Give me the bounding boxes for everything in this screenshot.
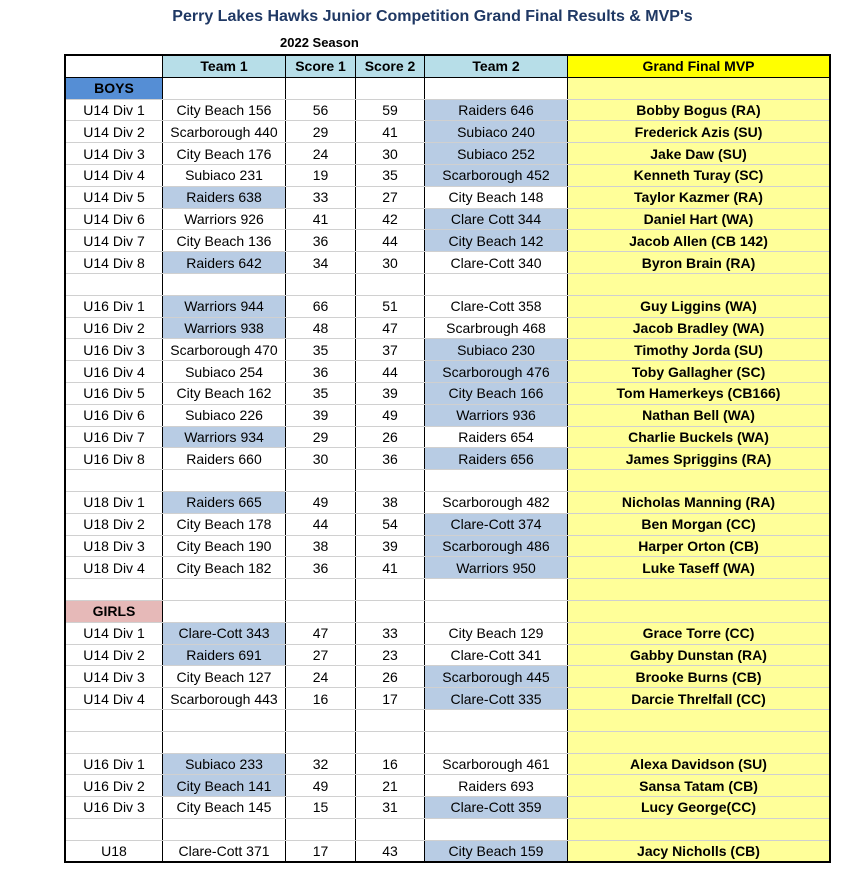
spacer-row — [65, 731, 830, 753]
division-cell: U16 Div 2 — [65, 317, 163, 339]
team1-cell: Warriors 934 — [163, 426, 286, 448]
mvp-cell: James Spriggins (RA) — [568, 448, 831, 470]
team2-cell: Raiders 656 — [425, 448, 568, 470]
team1-cell: Warriors 938 — [163, 317, 286, 339]
header-row — [65, 55, 830, 77]
score1-cell: 24 — [286, 143, 356, 165]
table-row — [65, 339, 830, 361]
empty-cell — [356, 731, 425, 753]
empty-cell — [356, 579, 425, 601]
team2-cell: Subiaco 252 — [425, 143, 568, 165]
division-cell: U14 Div 6 — [65, 208, 163, 230]
table-row — [65, 404, 830, 426]
team2-cell: Scarbrough 468 — [425, 317, 568, 339]
table-row — [65, 186, 830, 208]
team2-cell: Scarborough 452 — [425, 164, 568, 186]
mvp-cell: Jake Daw (SU) — [568, 143, 831, 165]
team1-cell: Raiders 665 — [163, 491, 286, 513]
table-row — [65, 840, 830, 862]
mvp-cell: Luke Taseff (WA) — [568, 557, 831, 579]
score1-cell: 35 — [286, 339, 356, 361]
table-row — [65, 688, 830, 710]
score1-cell: 15 — [286, 797, 356, 819]
mvp-cell: Grace Torre (CC) — [568, 622, 831, 644]
score1-cell: 19 — [286, 164, 356, 186]
mvp-cell: Timothy Jorda (SU) — [568, 339, 831, 361]
score2-cell: 39 — [356, 382, 425, 404]
table-row — [65, 644, 830, 666]
score1-cell: 17 — [286, 840, 356, 862]
empty-cell — [163, 579, 286, 601]
results-table — [64, 54, 831, 863]
empty-cell — [568, 731, 831, 753]
team1-cell: Raiders 638 — [163, 186, 286, 208]
empty-cell — [425, 600, 568, 622]
empty-cell — [65, 579, 163, 601]
score2-cell: 33 — [356, 622, 425, 644]
division-cell: U18 Div 4 — [65, 557, 163, 579]
table-row — [65, 361, 830, 383]
team2-cell: City Beach 142 — [425, 230, 568, 252]
mvp-cell: Taylor Kazmer (RA) — [568, 186, 831, 208]
empty-cell — [286, 818, 356, 840]
team1-cell: Subiaco 226 — [163, 404, 286, 426]
division-cell: U16 Div 2 — [65, 775, 163, 797]
division-cell: U16 Div 5 — [65, 382, 163, 404]
mvp-cell: Jacy Nicholls (CB) — [568, 840, 831, 862]
team2-cell: Scarborough 445 — [425, 666, 568, 688]
team2-cell: Warriors 936 — [425, 404, 568, 426]
score2-cell: 47 — [356, 317, 425, 339]
score2-cell: 27 — [356, 186, 425, 208]
empty-cell — [568, 818, 831, 840]
empty-cell — [286, 273, 356, 295]
mvp-cell: Harper Orton (CB) — [568, 535, 831, 557]
table-row — [65, 121, 830, 143]
score1-cell: 56 — [286, 99, 356, 121]
team1-cell: City Beach 145 — [163, 797, 286, 819]
empty-cell — [65, 470, 163, 492]
team1-cell: Scarborough 443 — [163, 688, 286, 710]
score1-cell: 49 — [286, 491, 356, 513]
empty-cell — [356, 273, 425, 295]
header-score2: Score 2 — [356, 55, 425, 77]
team1-cell: City Beach 162 — [163, 382, 286, 404]
empty-cell — [568, 273, 831, 295]
mvp-cell: Sansa Tatam (CB) — [568, 775, 831, 797]
empty-cell — [65, 273, 163, 295]
score1-cell: 36 — [286, 230, 356, 252]
empty-cell — [65, 709, 163, 731]
empty-cell — [425, 273, 568, 295]
empty-cell — [425, 731, 568, 753]
table-row — [65, 143, 830, 165]
score2-cell: 59 — [356, 99, 425, 121]
score1-cell: 41 — [286, 208, 356, 230]
score1-cell: 44 — [286, 513, 356, 535]
results-table-body — [65, 55, 830, 862]
score1-cell: 38 — [286, 535, 356, 557]
score1-cell: 39 — [286, 404, 356, 426]
score2-cell: 44 — [356, 230, 425, 252]
team2-cell: Subiaco 240 — [425, 121, 568, 143]
empty-cell — [356, 470, 425, 492]
division-cell: U16 Div 7 — [65, 426, 163, 448]
mvp-cell: Toby Gallagher (SC) — [568, 361, 831, 383]
section-row — [65, 77, 830, 99]
team2-cell: Clare-Cott 358 — [425, 295, 568, 317]
team2-cell: Scarborough 482 — [425, 491, 568, 513]
empty-cell — [286, 470, 356, 492]
team1-cell: City Beach 136 — [163, 230, 286, 252]
mvp-cell: Brooke Burns (CB) — [568, 666, 831, 688]
spacer-row — [65, 273, 830, 295]
division-cell: U14 Div 3 — [65, 143, 163, 165]
mvp-cell: Daniel Hart (WA) — [568, 208, 831, 230]
table-row — [65, 557, 830, 579]
page-title: Perry Lakes Hawks Junior Competition Grand Final Results & MVP's — [172, 8, 693, 25]
score2-cell: 38 — [356, 491, 425, 513]
team1-cell: City Beach 178 — [163, 513, 286, 535]
table-row — [65, 99, 830, 121]
division-cell: U14 Div 4 — [65, 164, 163, 186]
score2-cell: 31 — [356, 797, 425, 819]
empty-cell — [425, 470, 568, 492]
team2-cell: Scarborough 461 — [425, 753, 568, 775]
score1-cell: 66 — [286, 295, 356, 317]
score2-cell: 21 — [356, 775, 425, 797]
division-cell: U14 Div 3 — [65, 666, 163, 688]
team1-cell: Subiaco 231 — [163, 164, 286, 186]
score2-cell: 35 — [356, 164, 425, 186]
team1-cell: Clare-Cott 343 — [163, 622, 286, 644]
empty-cell — [425, 579, 568, 601]
team2-cell: Clare-Cott 359 — [425, 797, 568, 819]
team1-cell: Warriors 926 — [163, 208, 286, 230]
table-row — [65, 164, 830, 186]
score2-cell: 41 — [356, 121, 425, 143]
mvp-cell: Bobby Bogus (RA) — [568, 99, 831, 121]
section-label-girls: GIRLS — [65, 600, 163, 622]
score2-cell: 42 — [356, 208, 425, 230]
table-row — [65, 252, 830, 274]
empty-cell — [286, 600, 356, 622]
score2-cell: 41 — [356, 557, 425, 579]
score1-cell: 36 — [286, 361, 356, 383]
team1-cell: Clare-Cott 371 — [163, 840, 286, 862]
team1-cell: Raiders 691 — [163, 644, 286, 666]
team1-cell: Raiders 660 — [163, 448, 286, 470]
empty-cell — [286, 579, 356, 601]
mvp-cell: Alexa Davidson (SU) — [568, 753, 831, 775]
empty-cell — [568, 77, 831, 99]
division-cell: U18 Div 2 — [65, 513, 163, 535]
team2-cell: Clare-Cott 341 — [425, 644, 568, 666]
empty-cell — [568, 709, 831, 731]
score1-cell: 36 — [286, 557, 356, 579]
score1-cell: 32 — [286, 753, 356, 775]
team2-cell: Scarborough 486 — [425, 535, 568, 557]
team1-cell: City Beach 182 — [163, 557, 286, 579]
table-row — [65, 513, 830, 535]
table-row — [65, 426, 830, 448]
team2-cell: City Beach 129 — [425, 622, 568, 644]
score1-cell: 16 — [286, 688, 356, 710]
score2-cell: 43 — [356, 840, 425, 862]
score1-cell: 33 — [286, 186, 356, 208]
mvp-cell: Darcie Threlfall (CC) — [568, 688, 831, 710]
team1-cell: City Beach 141 — [163, 775, 286, 797]
section-row — [65, 600, 830, 622]
score2-cell: 51 — [356, 295, 425, 317]
team2-cell: Raiders 646 — [425, 99, 568, 121]
empty-cell — [65, 731, 163, 753]
score1-cell: 49 — [286, 775, 356, 797]
division-cell: U14 Div 1 — [65, 99, 163, 121]
team2-cell: Scarborough 476 — [425, 361, 568, 383]
table-row — [65, 535, 830, 557]
empty-cell — [356, 818, 425, 840]
score2-cell: 54 — [356, 513, 425, 535]
table-row — [65, 622, 830, 644]
score2-cell: 44 — [356, 361, 425, 383]
score1-cell: 29 — [286, 426, 356, 448]
team2-cell: City Beach 148 — [425, 186, 568, 208]
section-label-boys: BOYS — [65, 77, 163, 99]
table-row — [65, 230, 830, 252]
division-cell: U16 Div 1 — [65, 753, 163, 775]
empty-cell — [356, 709, 425, 731]
empty-cell — [425, 709, 568, 731]
empty-cell — [568, 579, 831, 601]
empty-cell — [163, 273, 286, 295]
score1-cell: 35 — [286, 382, 356, 404]
score2-cell: 30 — [356, 143, 425, 165]
header-team1: Team 1 — [163, 55, 286, 77]
division-cell: U16 Div 1 — [65, 295, 163, 317]
empty-cell — [425, 818, 568, 840]
score1-cell: 27 — [286, 644, 356, 666]
empty-cell — [356, 600, 425, 622]
table-row — [65, 753, 830, 775]
team1-cell: Subiaco 233 — [163, 753, 286, 775]
spacer-row — [65, 818, 830, 840]
empty-cell — [568, 600, 831, 622]
table-row — [65, 208, 830, 230]
score2-cell: 49 — [356, 404, 425, 426]
division-cell: U16 Div 3 — [65, 339, 163, 361]
table-row — [65, 491, 830, 513]
table-row — [65, 382, 830, 404]
empty-cell — [568, 470, 831, 492]
spacer-row — [65, 709, 830, 731]
mvp-cell: Lucy George(CC) — [568, 797, 831, 819]
team2-cell: Subiaco 230 — [425, 339, 568, 361]
mvp-cell: Jacob Bradley (WA) — [568, 317, 831, 339]
header-mvp: Grand Final MVP — [568, 55, 831, 77]
empty-cell — [286, 731, 356, 753]
division-cell: U14 Div 7 — [65, 230, 163, 252]
spacer-row — [65, 470, 830, 492]
team1-cell: City Beach 156 — [163, 99, 286, 121]
score2-cell: 39 — [356, 535, 425, 557]
division-cell: U14 Div 1 — [65, 622, 163, 644]
team2-cell: Raiders 693 — [425, 775, 568, 797]
table-row — [65, 295, 830, 317]
spacer-row — [65, 579, 830, 601]
mvp-cell: Guy Liggins (WA) — [568, 295, 831, 317]
score2-cell: 16 — [356, 753, 425, 775]
empty-cell — [286, 709, 356, 731]
table-row — [65, 666, 830, 688]
empty-cell — [163, 731, 286, 753]
division-cell: U16 Div 3 — [65, 797, 163, 819]
score1-cell: 34 — [286, 252, 356, 274]
mvp-cell: Ben Morgan (CC) — [568, 513, 831, 535]
mvp-cell: Byron Brain (RA) — [568, 252, 831, 274]
team1-cell: Subiaco 254 — [163, 361, 286, 383]
division-cell: U18 Div 3 — [65, 535, 163, 557]
mvp-cell: Frederick Azis (SU) — [568, 121, 831, 143]
team2-cell: City Beach 166 — [425, 382, 568, 404]
score2-cell: 37 — [356, 339, 425, 361]
score2-cell: 17 — [356, 688, 425, 710]
mvp-cell: Kenneth Turay (SC) — [568, 164, 831, 186]
team2-cell: Clare-Cott 374 — [425, 513, 568, 535]
header-division — [65, 55, 163, 77]
mvp-cell: Nathan Bell (WA) — [568, 404, 831, 426]
score1-cell: 24 — [286, 666, 356, 688]
mvp-cell: Charlie Buckels (WA) — [568, 426, 831, 448]
team1-cell: Scarborough 470 — [163, 339, 286, 361]
score2-cell: 26 — [356, 426, 425, 448]
division-cell: U14 Div 5 — [65, 186, 163, 208]
table-row — [65, 775, 830, 797]
header-team2: Team 2 — [425, 55, 568, 77]
mvp-cell: Nicholas Manning (RA) — [568, 491, 831, 513]
empty-cell — [163, 600, 286, 622]
empty-cell — [286, 77, 356, 99]
team1-cell: Scarborough 440 — [163, 121, 286, 143]
table-row — [65, 317, 830, 339]
score1-cell: 47 — [286, 622, 356, 644]
table-row — [65, 797, 830, 819]
score2-cell: 23 — [356, 644, 425, 666]
score2-cell: 26 — [356, 666, 425, 688]
team2-cell: Warriors 950 — [425, 557, 568, 579]
score1-cell: 30 — [286, 448, 356, 470]
team2-cell: Raiders 654 — [425, 426, 568, 448]
score1-cell: 48 — [286, 317, 356, 339]
score1-cell: 29 — [286, 121, 356, 143]
empty-cell — [163, 470, 286, 492]
division-cell: U16 Div 6 — [65, 404, 163, 426]
division-cell: U14 Div 8 — [65, 252, 163, 274]
team1-cell: City Beach 127 — [163, 666, 286, 688]
division-cell: U18 — [65, 840, 163, 862]
empty-cell — [163, 77, 286, 99]
team2-cell: Clare-Cott 340 — [425, 252, 568, 274]
mvp-cell: Tom Hamerkeys (CB166) — [568, 382, 831, 404]
table-row — [65, 448, 830, 470]
team1-cell: Raiders 642 — [163, 252, 286, 274]
empty-cell — [65, 818, 163, 840]
empty-cell — [356, 77, 425, 99]
division-cell: U18 Div 1 — [65, 491, 163, 513]
team1-cell: Warriors 944 — [163, 295, 286, 317]
header-score1: Score 1 — [286, 55, 356, 77]
empty-cell — [163, 818, 286, 840]
empty-cell — [163, 709, 286, 731]
score2-cell: 30 — [356, 252, 425, 274]
division-cell: U14 Div 2 — [65, 644, 163, 666]
division-cell: U14 Div 2 — [65, 121, 163, 143]
division-cell: U16 Div 8 — [65, 448, 163, 470]
score2-cell: 36 — [356, 448, 425, 470]
team2-cell: Clare Cott 344 — [425, 208, 568, 230]
team2-cell: Clare-Cott 335 — [425, 688, 568, 710]
team1-cell: City Beach 190 — [163, 535, 286, 557]
mvp-cell: Gabby Dunstan (RA) — [568, 644, 831, 666]
team2-cell: City Beach 159 — [425, 840, 568, 862]
team1-cell: City Beach 176 — [163, 143, 286, 165]
division-cell: U16 Div 4 — [65, 361, 163, 383]
mvp-cell: Jacob Allen (CB 142) — [568, 230, 831, 252]
empty-cell — [425, 77, 568, 99]
season-label: 2022 Season — [280, 35, 359, 50]
division-cell: U14 Div 4 — [65, 688, 163, 710]
